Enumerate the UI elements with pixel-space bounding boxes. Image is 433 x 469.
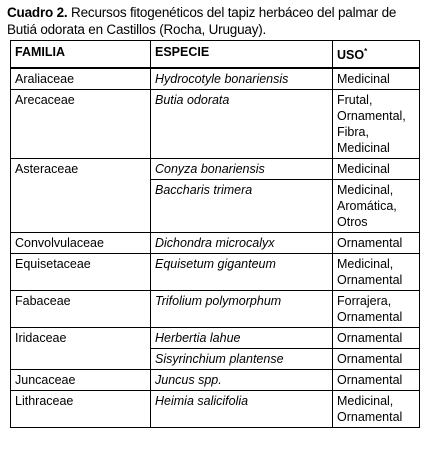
uso-value: Ornamental (337, 236, 403, 250)
especie-cell: Trifolium polymorphum (151, 291, 333, 328)
familia-cell: Lithraceae (11, 391, 151, 428)
uso-value: Frutal, (337, 93, 373, 107)
header-especie: ESPECIE (151, 41, 333, 69)
header-uso-footnote-mark: * (364, 47, 368, 56)
uso-cell (333, 68, 420, 90)
familia-cell: Convolvulaceae (11, 233, 151, 254)
especie-cell: Herbertia lahue (151, 328, 333, 349)
uso-cell (333, 233, 420, 254)
uso-value: Ornamental (337, 352, 403, 366)
table-row (11, 68, 420, 90)
especie-cell: Juncus spp. (151, 370, 333, 391)
uso-value: Aromática, (337, 199, 397, 213)
uso-value: Medicinal (337, 141, 390, 155)
especie-cell: Dichondra microcalyx (151, 233, 333, 254)
table-row (11, 159, 420, 180)
table-caption (7, 4, 427, 38)
table-row (11, 391, 420, 428)
uso-cell (333, 159, 420, 180)
uso-value: Ornamental (337, 310, 403, 324)
header-uso-label: USO (337, 48, 365, 63)
uso-value: Fibra, (337, 125, 369, 139)
uso-cell (333, 328, 420, 349)
uso-value: Medicinal (337, 72, 390, 86)
familia-cell: Arecaceae (11, 90, 151, 159)
header-uso (333, 41, 420, 69)
familia-cell: Iridaceae (11, 328, 151, 370)
uso-cell (333, 370, 420, 391)
table-row (11, 233, 420, 254)
uso-value: Medicinal, (337, 257, 394, 271)
uso-value: Forrajera, (337, 294, 392, 308)
uso-value: Ornamental (337, 373, 403, 387)
table-body (11, 68, 420, 428)
uso-value: Medicinal, (337, 183, 394, 197)
uso-cell (333, 180, 420, 233)
table-row (11, 291, 420, 328)
especie-cell: Sisyrinchium plantense (151, 349, 333, 370)
especie-cell: Baccharis trimera (151, 180, 333, 233)
familia-cell: Fabaceae (11, 291, 151, 328)
familia-cell: Equisetaceae (11, 254, 151, 291)
especie-cell: Equisetum giganteum (151, 254, 333, 291)
species-table (10, 40, 420, 428)
caption-text: Recursos fitogenéticos del tapiz herbáceo del palmar de Butiá odorata en Castillos (Rocha, Uruguay). (7, 5, 397, 37)
especie-cell: Butia odorata (151, 90, 333, 159)
uso-value: Otros (337, 215, 368, 229)
uso-value: Medicinal, (337, 394, 394, 408)
uso-cell (333, 90, 420, 159)
familia-cell: Araliaceae (11, 68, 151, 90)
uso-value: Medicinal (337, 162, 390, 176)
especie-cell: Conyza bonariensis (151, 159, 333, 180)
uso-value: Ornamental (337, 331, 403, 345)
header-familia: FAMILIA (11, 41, 151, 69)
table-row (11, 370, 420, 391)
uso-cell (333, 291, 420, 328)
uso-value: Ornamental (337, 410, 403, 424)
familia-cell: Juncaceae (11, 370, 151, 391)
uso-value: Ornamental (337, 273, 403, 287)
caption-label: Cuadro 2. (7, 5, 68, 20)
uso-cell (333, 254, 420, 291)
familia-cell: Asteraceae (11, 159, 151, 233)
table-row (11, 254, 420, 291)
uso-cell (333, 349, 420, 370)
uso-cell (333, 391, 420, 428)
uso-value: Ornamental, (337, 109, 406, 123)
table-row (11, 328, 420, 349)
especie-cell: Heimia salicifolia (151, 391, 333, 428)
header-row (11, 41, 420, 69)
especie-cell: Hydrocotyle bonariensis (151, 68, 333, 90)
table-row (11, 90, 420, 159)
